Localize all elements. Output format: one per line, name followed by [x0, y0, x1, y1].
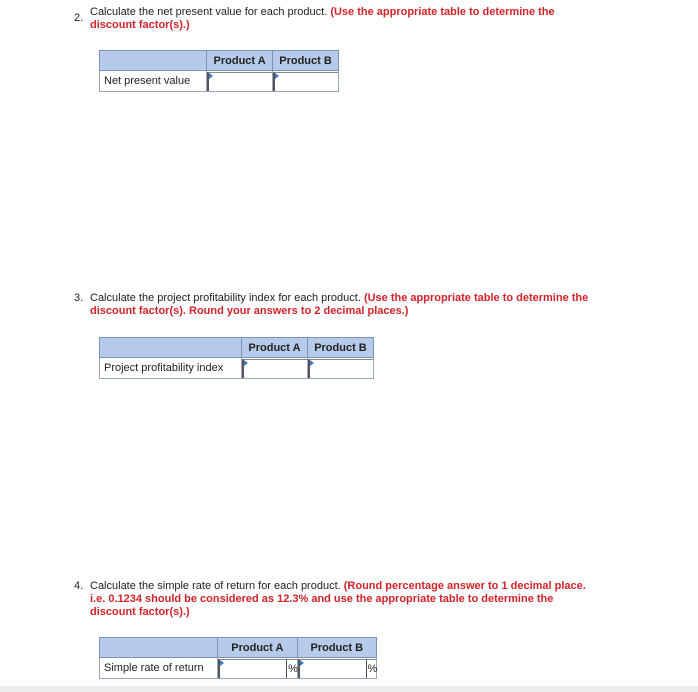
question-2-instruction-2: discount factor(s).) [90, 19, 190, 31]
srr-product-b-cell [297, 658, 376, 679]
srr-product-a-cell [218, 658, 297, 679]
page-bottom-edge [0, 686, 698, 692]
question-4-prompt: Calculate the simple rate of return for each product. [90, 580, 341, 592]
npv-product-a-cell [207, 71, 273, 92]
question-4-instruction-3: discount factor(s).) [90, 606, 190, 618]
question-3-prompt: Calculate the project profitability index for each product. [90, 292, 361, 304]
pi-product-b-cell [307, 358, 373, 379]
question-3-instruction-1: (Use the appropriate table to determine the [363, 292, 589, 304]
col-header-product-b: Product B [273, 51, 339, 71]
npv-table [99, 50, 339, 92]
col-header-product-b: Product B [307, 338, 373, 358]
percent-unit: % [366, 660, 378, 678]
input-flag-icon [300, 660, 304, 666]
pi-product-a-cell [242, 358, 308, 379]
table-corner [100, 638, 218, 658]
question-2-instruction-1: (Use the appropriate table to determine the [330, 6, 555, 18]
input-flag-icon [244, 360, 248, 366]
col-header-product-a: Product A [242, 338, 308, 358]
row-label-profitability-index: Project profitability index [100, 358, 242, 379]
table-corner [100, 51, 207, 71]
question-3-text [90, 292, 650, 318]
input-flag-icon [275, 73, 279, 79]
table-corner [100, 338, 242, 358]
question-4-instruction-1: (Round percentage answer to 1 decimal place. [343, 580, 586, 592]
col-header-product-a: Product A [218, 638, 297, 658]
input-flag-icon [209, 73, 213, 79]
percent-unit: % [286, 660, 298, 678]
simple-rate-table [99, 637, 377, 679]
pi-product-a-input[interactable] [242, 359, 307, 378]
question-2-prompt: Calculate the net present value for each product. [90, 6, 328, 18]
pi-product-b-input[interactable] [308, 359, 373, 378]
question-4-instruction-2: i.e. 0.1234 should be considered as 12.3% and use the appropriate table to determine the [90, 593, 554, 605]
srr-product-b-input[interactable] [298, 659, 376, 678]
row-label-npv: Net present value [100, 71, 207, 92]
npv-product-a-input[interactable] [207, 72, 272, 91]
col-header-product-a: Product A [207, 51, 273, 71]
profitability-index-table [99, 337, 374, 379]
question-4-number: 4. [74, 580, 84, 592]
input-flag-icon [220, 660, 224, 666]
npv-product-b-input[interactable] [273, 72, 338, 91]
question-3-number: 3. [74, 292, 84, 304]
col-header-product-b: Product B [297, 638, 376, 658]
row-label-simple-rate: Simple rate of return [100, 658, 218, 679]
input-flag-icon [310, 360, 314, 366]
question-4-text [90, 580, 650, 619]
question-3-instruction-2: discount factor(s). Round your answers to 2 decimal places.) [90, 305, 409, 317]
question-2-number: 2. [74, 12, 84, 24]
srr-product-a-input[interactable] [218, 659, 296, 678]
npv-product-b-cell [273, 71, 339, 92]
question-2-text [90, 6, 650, 32]
